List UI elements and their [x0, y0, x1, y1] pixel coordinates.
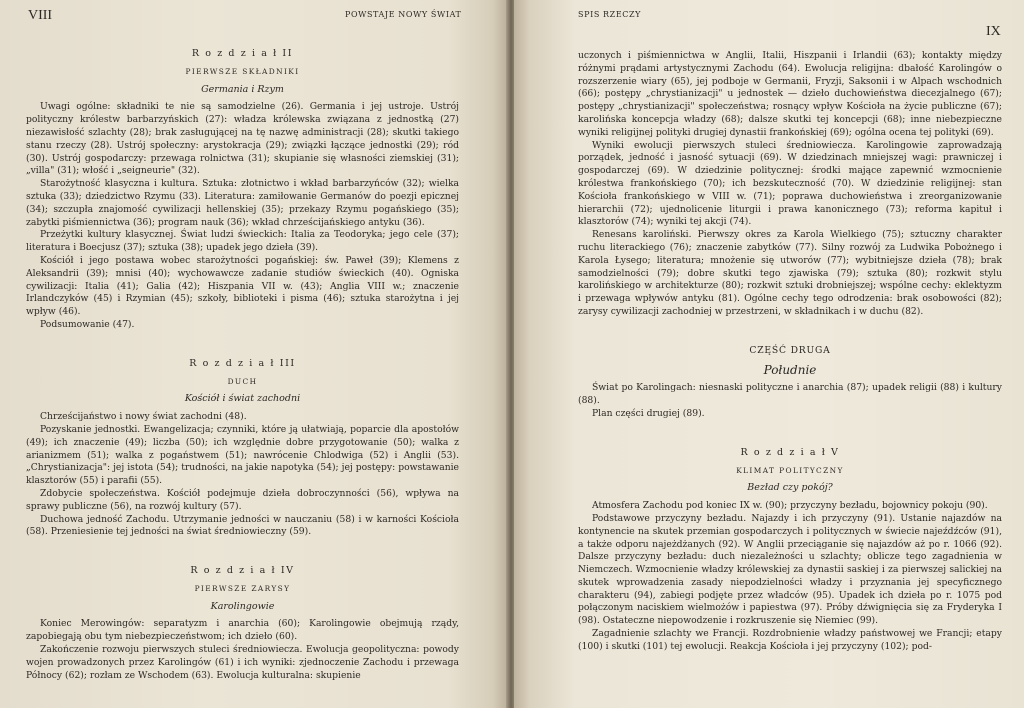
- chapter-subheading: PIERWSZE ZARYSY: [194, 583, 291, 593]
- paragraph: Podstawowe przyczyny bezładu. Najazdy i ich przyczyny (91). Ustanie najazdów na kontynencie na skutek przemian gospodarczych i politycznych w świecie najeźdźców (91), a także odporu najeżdżanych (92). W Anglii przeciąganie się najazdów aż po r. 1066 (92). Dalsze przyczyny bezładu: duch niezależności u szlachty; oblicze tego zagadnienia w Niemczech. Wzmocnienie władzy królewskiej za dynastii saskiej i za pierwszej salickiej na skutek wprowadzenia zasady niepodzielności władzy i przyznania jej specyficznego charakteru (94), zabiegi podjęte przez władców (95). Upadek ich dzieła po r. 1075 pod połączonym naciskiem wielmożów i papiestwa (97). Próby dźwignięcia się za Fryderyka I (98). Ostateczne niepowodzenie i rozkruszenie się Niemiec (99).: [578, 512, 1002, 627]
- paragraph: Podsumowanie (47).: [40, 318, 135, 330]
- chapter-heading: R o z d z i a ł II: [191, 48, 294, 59]
- chapter-title: Kościół i świat zachodni: [184, 393, 301, 405]
- running-head: POWSTAJE NOWY ŚWIAT: [345, 10, 462, 19]
- paragraph: Wyniki ewolucji pierwszych stuleci średniowiecza. Karolingowie zaprowadzają porządek, jedność i jasność sytuacji (69). W dziedzinach mniejszej wagi: prawniczej i gospodarczej (69). W dziedzinie politycznej: środki mające zapewnić wzmocnienie królestwa frankońskiego (70); ich bezskuteczność (70). W dziedzinie religijnej: stan Kościoła frankońskiego w VIII w. (71); poprawa duchowieństwa i zreorganizowanie hierarchii (72); ujednolicenie liturgii i prawa kanonicznego (73); reforma kapituł i klasztorów (74); wyniki tej akcji (74).: [578, 139, 1002, 228]
- chapter-heading: R o z d z i a ł III: [189, 357, 296, 369]
- right-page-text: [578, 50, 1002, 654]
- paragraph: Duchowa jedność Zachodu. Utrzymanie jedności w nauczaniu (58) i w karności Kościoła (58). Przeniesienie tej jedności na świat średniowieczny (59).: [26, 513, 459, 538]
- chapter-title: Karolingowie: [210, 600, 275, 612]
- chapter-subheading: DUCH: [227, 376, 258, 386]
- paragraph: Renesans karoliński. Pierwszy okres za Karola Wielkiego (75); sztuczny charakter ruchu literackiego (76); znaczenie zabytków (77). Silny rozwój za Ludwika Pobożnego i Karola Łysego; literatura; mnożenie się utworów (77); wybitniejsze dzieła (78); brak samodzielności (79); dobre skutki tego zjawiska (79); sztuka (80); rozkwit stylu karolińskiego w architekturze (80); rozkwit sztuki drobniejszej; wspólne cechy: eklektyzm i przewaga wpływów antyku (81). Ogólne cechy tego odrodzenia: brak osobowości (82); zarysy cywilizacji zachodniej w przestrzeni, w składnikach i w duchu (82).: [578, 229, 1002, 317]
- paragraph: Starożytność klasyczna i kultura. Sztuka: złotnictwo i wkład barbarzyńców (32); wielka sztuka (33); dziedzictwo Rzymu (33). Literatura: zamiłowanie Germanów do poezji epicznej (34); szczupła znajomość cywilizacji hellenskiej (35); przekazy Rzymu pogańskiego (35); zabytki piśmiennictwa (36); program nauk (36); wkład chrześcijańskiego antyku (36).: [26, 178, 459, 228]
- chapter-title: Bezład czy pokój?: [747, 482, 833, 494]
- paragraph: Atmosfera Zachodu pod koniec IX w. (90); przyczyny bezładu, bojownicy pokoju (90).: [592, 500, 988, 512]
- chapter-heading: R o z d z i a ł V: [740, 446, 840, 458]
- running-head: SPIS RZECZY: [578, 10, 642, 19]
- paragraph: Zagadnienie szlachty we Francji. Rozdrobnienie władzy państwowej we Francji; etapy (100) i skutki (101) tej ewolucji. Reakcja Kościoła i jej przyczyny (102); pod-: [578, 628, 1002, 652]
- paragraph: Plan części drugiej (89).: [592, 407, 705, 419]
- paragraph: Koniec Merowingów: separatyzm i anarchia (60); Karolingowie obejmują rządy, zapobiegają obu tym niebezpieczeństwom; ich dzieło (60).: [26, 618, 459, 643]
- part-title: Południe: [763, 362, 817, 377]
- paragraph: Kościół i jego postawa wobec starożytności pogańskiej: św. Paweł (39); Klemens z Aleksandrii (39); mnisi (40); wychowawcze zadanie studiów świeckich (40). Ogniska cywilizacji: Italia (41); Galia (42); Hiszpania VII w. (43); Anglia VIII w.; znaczenie Irlandczyków (45) i Rzymian (45); szkoły, biblioteki i pisma (46); sztuka starożytna i jej wpływ (46).: [26, 254, 459, 318]
- paragraph: Uwagi ogólne: składniki te nie są samodzielne (26). Germania i jej ustroje. Ustrój polityczny królestw barbarzyńskich (27): władza królewska związana z jednostką (27) niezawisłość szlachty (28); brak zasługującej na tę nazwę administracji (28); skutki takiego stanu rzeczy (28). Ustrój społeczny: arystokracja (29); związki łączące jednostki (29); ród (30). Ustrój gospodarczy: przewaga rolnictwa (31); skupianie się własności ziemskiej (31); „villa" (31); włość i „seigneurie" (32).: [26, 101, 459, 177]
- paragraph: Świat po Karolingach: niesnaski polityczne i anarchia (87); upadek religii (88) i kultury (88).: [578, 382, 1002, 407]
- paragraph: uczonych i piśmiennictwa w Anglii, Italii, Hiszpanii i Irlandii (63); kontakty między różnymi prądami artystycznymi Zachodu (64). Ewolucja religijna: dbałość Karolingów o rozszerzenie wiary (65), jej podboje w Germanii, Fryzji, Saksonii i w Alpach wschodnich (66); postępy „chrystianizacji" u jednostek — dzieło duchowieństwa diecezjalnego (67); postępy „chrystianizacji" społeczeństwa; rosnący wpływ Kościoła na życie publiczne (67); karolińska koncepcja władzy (68); dalsze skutki tej koncepcji (68); inne niebezpieczne wyniki religijnej polityki drugiej dynastii frankońskiej (69); ogólna ocena tej polityki (69).: [578, 50, 1002, 138]
- paragraph: Pozyskanie jednostki. Ewangelizacja; czynniki, które ją ułatwiają, poparcie dla apostołów (49); ich znaczenie (49); liczba (50); ich względnie dobre przygotowanie (50); walka z arianizmem (51); walka z pogaństwem (51); nawrócenie Chlodwiga (52) i Anglii (53). „Chrystianizacja": jej istota (54); trudności, na jakie napotyka (54); jej postępy: powstawanie klasztorów (55) i parafii (55).: [26, 423, 459, 487]
- page-number: VIII: [28, 8, 53, 23]
- chapter-subheading: KLIMAT POLITYCZNY: [736, 465, 844, 475]
- right-page: [514, 0, 1024, 708]
- part-heading: CZĘŚĆ DRUGA: [749, 344, 831, 356]
- chapter-subheading: PIERWSZE SKŁADNIKI: [185, 66, 300, 76]
- paragraph: Zakończenie rozwoju pierwszych stuleci średniowiecza. Ewolucja geopolityczna: powody wojen prowadzonych przez Karolingów (61) i ich wyniki: zjednoczenie Zachodu i przewaga Północy (62); rozłam ze Wschodem (63). Ewolucja kulturalna: skupienie: [26, 644, 459, 681]
- chapter-heading: R o z d z i a ł IV: [190, 565, 295, 577]
- left-page: [0, 0, 508, 708]
- left-page-text: [26, 48, 459, 682]
- page-number: IX: [986, 24, 1001, 39]
- paragraph: Chrześcijaństwo i nowy świat zachodni (48).: [40, 411, 247, 423]
- paragraph: Przeżytki kultury klasycznej. Świat ludzi świeckich: Italia za Teodoryka; jego cele (37); literatura i Boecjusz (37); sztuka (38); upadek jego dzieła (39).: [26, 229, 459, 254]
- paragraph: Zdobycie społeczeństwa. Kościół podejmuje dzieła dobroczynności (56), wpływa na sprawy publiczne (56), na rozwój kultury (57).: [26, 487, 459, 512]
- chapter-title: Germania i Rzym: [201, 83, 284, 95]
